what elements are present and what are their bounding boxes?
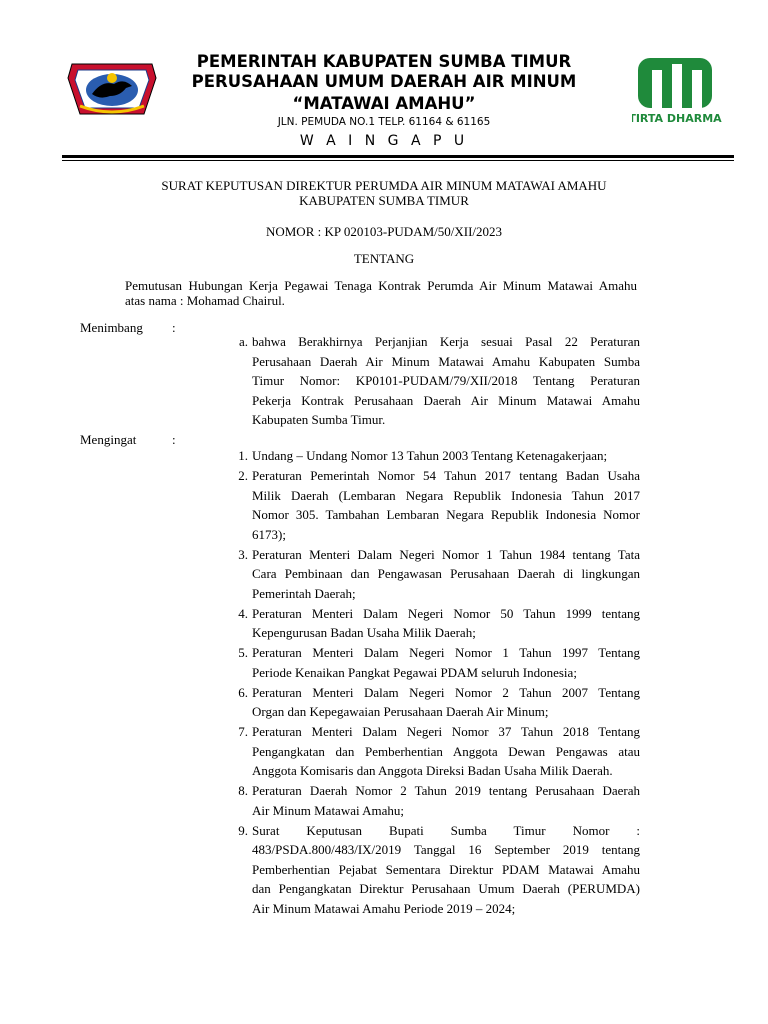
clause-line: Pemerintah Daerah; <box>252 585 356 601</box>
clause-number: 7. <box>238 724 248 739</box>
clause-line: Undang – Undang Nomor 13 Tahun 2003 Tentang Ketenagakerjaan; <box>252 448 608 463</box>
clause-number: 2. <box>238 468 248 483</box>
clause-item <box>220 446 640 466</box>
clause-line: Nomor 305. Tambahan Lembaran Negara Republik Indonesia Nomor <box>252 507 640 522</box>
decree-title <box>0 178 768 208</box>
clause-line: Perusahaan Daerah Air Minum Matawai Amahu Kabupaten Sumba <box>252 353 640 369</box>
clause-text <box>252 446 640 466</box>
clause-number: 9. <box>238 822 248 838</box>
clause-text <box>252 722 640 781</box>
mengingat-colon: : <box>172 432 176 447</box>
clause-item <box>220 332 640 430</box>
letterhead-company: PERUSAHAAN UMUM DAERAH AIR MINUM <box>191 72 577 91</box>
menimbang-label: Menimbang <box>80 320 143 335</box>
clause-line: Kabupaten Sumba Timur. <box>252 412 386 427</box>
clause-line: 483/PSDA.800/483/IX/2019 Tanggal 16 September 2019 tentang <box>252 842 640 857</box>
letterhead-divider-thick <box>62 155 734 158</box>
clause-line: dan Pengangkatan Direktur Perusahaan Umum Daerah (PERUMDA) <box>252 881 640 896</box>
clause-line: Air Minum Matawai Amahu Periode 2019 – 2024; <box>252 900 516 916</box>
mengingat-label: Mengingat <box>80 432 137 447</box>
clause-text <box>252 643 640 682</box>
clause-line: Surat Keputusan Bupati Sumba Timur Nomor : <box>252 822 640 838</box>
clause-item <box>220 722 640 781</box>
clause-text <box>252 683 640 722</box>
clause-line: Organ dan Kepegawaian Perusahaan Daerah Air Minum; <box>252 704 549 719</box>
clause-number: 1. <box>238 448 248 463</box>
subject-line1: Pemutusan Hubungan Kerja Pegawai Tenaga Kontrak Perumda Air Minum Matawai Amahu <box>125 278 637 293</box>
subject-line2: atas nama : Mohamad Chairul. <box>125 293 285 308</box>
letterhead-government: PEMERINTAH KABUPATEN SUMBA TIMUR <box>196 52 572 71</box>
clause-text <box>252 545 640 604</box>
clause-line: Kepengurusan Badan Usaha Milik Daerah; <box>252 625 476 640</box>
clause-line: Peraturan Pemerintah Nomor 54 Tahun 2017 tentang Badan Usaha <box>252 468 640 483</box>
clause-line: Anggota Komisaris dan Anggota Direksi Badan Usaha Milik Daerah. <box>252 763 613 778</box>
letterhead-address: JLN. PEMUDA NO.1 TELP. 61164 & 61165 <box>277 116 491 128</box>
letterhead-divider-thin <box>62 160 734 161</box>
decree-title-line1: SURAT KEPUTUSAN DIREKTUR PERUMDA AIR MINUM MATAWAI AMAHU <box>161 178 607 193</box>
clause-text <box>252 332 640 430</box>
clause-line: Air Minum Matawai Amahu; <box>252 802 405 818</box>
clause-line: Peraturan Menteri Dalam Negeri Nomor 2 Tahun 2007 Tentang <box>252 684 640 700</box>
menimbang-colon: : <box>172 320 176 335</box>
clause-text <box>252 466 640 544</box>
clause-line: Peraturan Menteri Dalam Negeri Nomor 50 Tahun 1999 tentang <box>252 605 640 621</box>
clause-line: Peraturan Menteri Dalam Negeri Nomor 1 Tahun 1984 tentang Tata <box>252 546 640 562</box>
clause-text <box>252 821 640 919</box>
clause-item <box>220 466 640 544</box>
clause-number: 3. <box>238 546 248 562</box>
letterhead-city: W A I N G A P U <box>299 133 469 149</box>
clause-line: bahwa Berakhirnya Perjanjian Kerja sesuai Pasal 22 Peraturan <box>252 334 640 349</box>
decree-subject <box>125 278 637 308</box>
clause-line: Pekerja Kontrak Perusahaan Daerah Air Minum Matawai Amahu <box>252 392 640 408</box>
clause-line: 6173); <box>252 526 286 542</box>
clause-text <box>252 604 640 643</box>
decree-about-heading: TENTANG <box>353 251 415 266</box>
clause-item <box>220 821 640 919</box>
clause-line: Periode Kenaikan Pangkat Pegawai PDAM seluruh Indonesia; <box>252 664 577 680</box>
clause-item <box>220 781 640 820</box>
decree-number: NOMOR : KP 020103-PUDAM/50/XII/2023 <box>265 224 503 239</box>
clause-item <box>220 604 640 643</box>
clause-line: Cara Pembinaan dan Pengawasan Perusahaan Daerah di lingkungan <box>252 566 640 581</box>
decree-title-line2: KABUPATEN SUMBA TIMUR <box>299 193 469 208</box>
clause-number: 6. <box>238 684 248 700</box>
clause-line: Timur Nomor: KP0101-PUDAM/79/XII/2018 Tentang Peraturan <box>252 373 640 388</box>
clause-line: Milik Daerah (Lembaran Negara Republik Indonesia Tahun 2017 <box>252 487 640 503</box>
clause-number: 5. <box>238 645 248 660</box>
clause-item <box>220 545 640 604</box>
letterhead-company-name: “MATAWAI AMAHU” <box>292 94 476 113</box>
clause-line: Peraturan Menteri Dalam Negeri Nomor 37 Tahun 2018 Tentang <box>252 724 640 739</box>
clause-line: Peraturan Daerah Nomor 2 Tahun 2019 tentang Perusahaan Daerah <box>252 783 640 798</box>
clause-number: 8. <box>238 783 248 798</box>
clause-number: a. <box>238 334 248 349</box>
clause-number: 4. <box>238 605 248 621</box>
clause-text <box>252 781 640 820</box>
clause-line: Pemberhentian Pejabat Sementara Direktur PDAM Matawai Amahu <box>252 861 640 877</box>
clause-item <box>220 643 640 682</box>
clause-line: Pengangkatan dan Pemberhentian Anggota Dewan Pengawas atau <box>252 743 640 759</box>
clause-line: Peraturan Menteri Dalam Negeri Nomor 1 Tahun 1997 Tentang <box>252 645 640 660</box>
clause-item <box>220 683 640 722</box>
svg-text:TIRTA DHARMA: TIRTA DHARMA <box>632 112 722 125</box>
